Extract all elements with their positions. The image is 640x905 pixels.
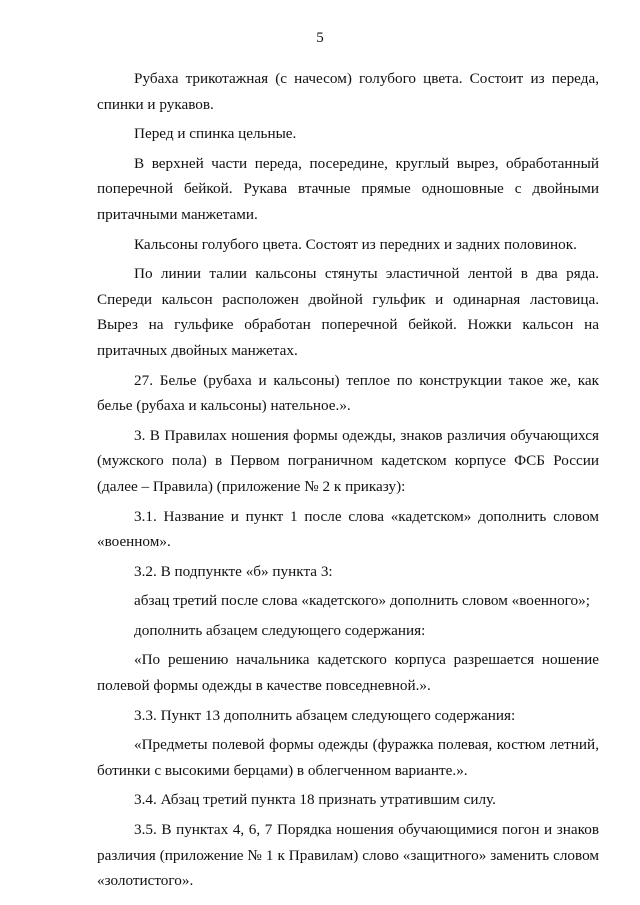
paragraph-item-3-2: 3.2. В подпункте «б» пункта 3: <box>134 562 333 580</box>
paragraph-item-3-5: 3.5. В пунктах 4, 6, 7 Порядка ношения обучающимися погон и знаков различия (приложение № 1 к Правилам) слово «защитного» заменить словом «золотистого». <box>97 821 599 890</box>
paragraph-underpants-description: Кальсоны голубого цвета. Состоят из передних и задних половинок. <box>134 235 577 253</box>
document-body <box>97 66 599 894</box>
paragraph-neckline-sleeves: В верхней части переда, посередине, круглый вырез, обработанный поперечной бейкой. Рукава втачные прямые одношовные с двойными притачными манжетами. <box>97 154 599 223</box>
paragraph-item-3: 3. В Правилах ношения формы одежды, знаков различия обучающихся (мужского пола) в Первом пограничном кадетском корпусе ФСБ России (далее – Правила) (приложение № 2 к приказу): <box>97 426 599 495</box>
paragraph-item-3-4: 3.4. Абзац третий пункта 18 признать утратившим силу. <box>134 791 496 809</box>
paragraph-item-27: 27. Белье (рубаха и кальсоны) теплое по конструкции такое же, как белье (рубаха и кальсоны) нательное.». <box>97 371 599 415</box>
paragraph-item-3-2-quote: «По решению начальника кадетского корпуса разрешается ношение полевой формы одежды в качестве повседневной.». <box>97 651 599 695</box>
paragraph-shirt-description: Рубаха трикотажная (с начесом) голубого цвета. Состоит из переда, спинки и рукавов. <box>97 70 599 113</box>
paragraph-item-3-2-add-abzac: дополнить абзацем следующего содержания: <box>134 621 426 639</box>
paragraph-front-back: Перед и спинка цельные. <box>134 125 297 143</box>
page-number: 5 <box>316 30 324 46</box>
paragraph-item-3-3: 3.3. Пункт 13 дополнить абзацем следующего содержания: <box>134 706 516 724</box>
paragraph-item-3-1: 3.1. Название и пункт 1 после слова «кадетском» дополнить словом «военном». <box>97 507 599 551</box>
paragraph-item-3-2-third-abzac: абзац третий после слова «кадетского» дополнить словом «военного»; <box>134 592 590 610</box>
paragraph-waistline: По линии талии кальсоны стянуты эластичной лентой в два ряда. Спереди кальсон расположен двойной гульфик и одинарная ластовица. Вырез на гульфике обработан поперечной бейкой. Ножки кальсон на притачных двойных манжетах. <box>97 265 599 359</box>
paragraph-item-3-3-quote: «Предметы полевой формы одежды (фуражка полевая, костюм летний, ботинки с высокими берцами) в облегченном варианте.». <box>97 736 599 779</box>
